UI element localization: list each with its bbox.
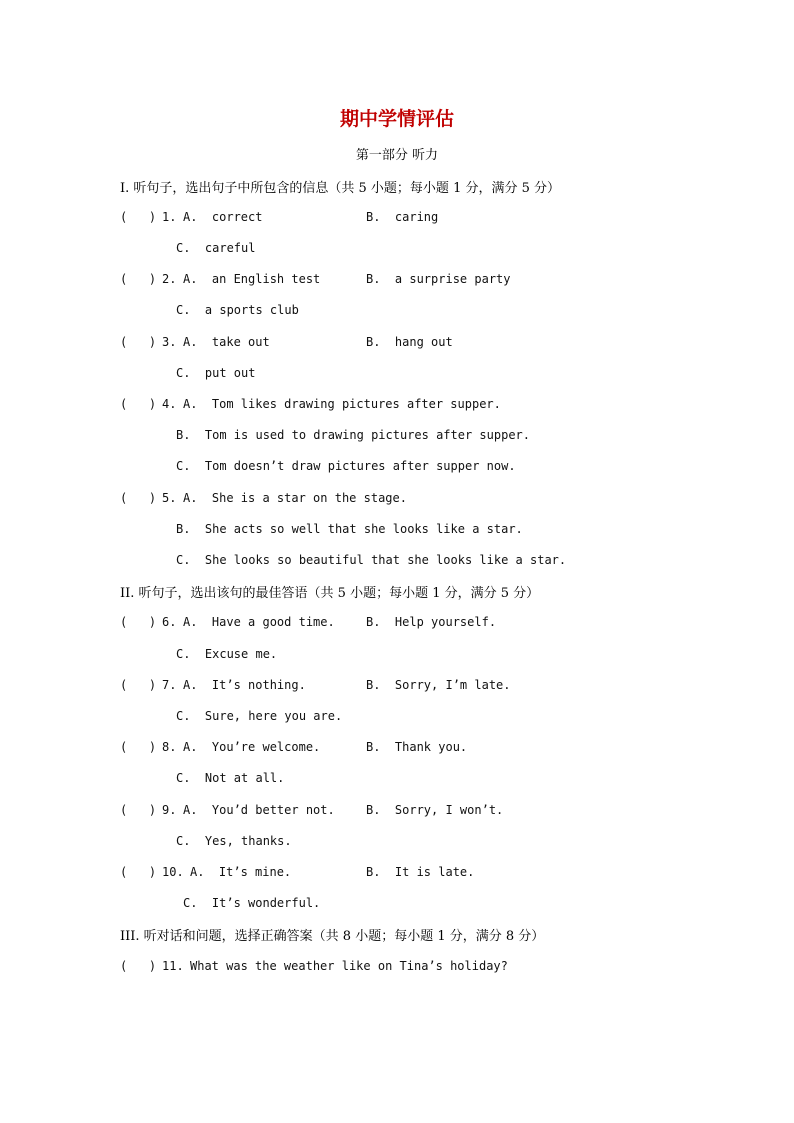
option-b: B. Sorry, I won’t.	[366, 803, 504, 817]
option-c: C. It’s wonderful.	[183, 896, 321, 910]
answer-blank[interactable]: ( )	[120, 803, 157, 817]
option-b: B. Help yourself.	[366, 615, 497, 629]
option-b: B. She acts so well that she looks like a star.	[176, 522, 523, 536]
option-c: C. a sports club	[176, 303, 299, 317]
option-b: B. Thank you.	[366, 740, 468, 754]
page-title: 期中学情评估	[339, 108, 454, 130]
option-a: A. It’s mine.	[190, 865, 292, 879]
section-heading-1: I. 听句子，选出句子中所包含的信息（共 5 小题；每小题 1 分，满分 5 分）	[120, 181, 561, 196]
option-a: A. Tom likes drawing pictures after supper.	[183, 397, 501, 411]
option-c: C. Yes, thanks.	[176, 834, 292, 848]
answer-blank[interactable]: ( )	[120, 272, 157, 286]
option-c: C. put out	[176, 366, 256, 380]
question-number: 1.	[162, 210, 177, 224]
answer-blank[interactable]: ( )	[120, 210, 157, 224]
option-c: C. Excuse me.	[176, 647, 278, 661]
question-number: 4.	[162, 397, 177, 411]
section-subtitle: 第一部分 听力	[355, 148, 439, 163]
option-c: C. Sure, here you are.	[176, 709, 343, 723]
option-b: B. a surprise party	[366, 272, 511, 286]
question-number: 8.	[162, 740, 177, 754]
question-number: 11.	[162, 959, 184, 973]
option-b: B. Tom is used to drawing pictures after supper.	[176, 428, 531, 442]
answer-blank[interactable]: ( )	[120, 335, 157, 349]
question-number: 6.	[162, 615, 177, 629]
question-text: What was the weather like on Tina’s holiday?	[190, 959, 508, 973]
answer-blank[interactable]: ( )	[120, 397, 157, 411]
option-b: B. It is late.	[366, 865, 475, 879]
option-c: C. Not at all.	[176, 771, 285, 785]
option-a: A. correct	[183, 210, 263, 224]
option-a: A. You’re welcome.	[183, 740, 321, 754]
option-a: A. Have a good time.	[183, 615, 335, 629]
option-c: C. Tom doesn’t draw pictures after supper now.	[176, 459, 516, 473]
question-number: 10.	[162, 865, 184, 879]
answer-blank[interactable]: ( )	[120, 491, 157, 505]
answer-blank[interactable]: ( )	[120, 959, 157, 973]
option-b: B. hang out	[366, 335, 453, 349]
option-a: A. It’s nothing.	[183, 678, 306, 692]
option-b: B. caring	[366, 210, 439, 224]
question-number: 3.	[162, 335, 177, 349]
answer-blank[interactable]: ( )	[120, 740, 157, 754]
option-a: A. take out	[183, 335, 270, 349]
section-heading-2: II. 听句子，选出该句的最佳答语（共 5 小题；每小题 1 分，满分 5 分）	[120, 586, 540, 601]
answer-blank[interactable]: ( )	[120, 615, 157, 629]
option-b: B. Sorry, I’m late.	[366, 678, 511, 692]
question-number: 9.	[162, 803, 177, 817]
section-heading-3: III. 听对话和问题，选择正确答案（共 8 小题；每小题 1 分，满分 8 分）	[120, 929, 545, 944]
question-number: 2.	[162, 272, 177, 286]
option-a: A. You’d better not.	[183, 803, 335, 817]
answer-blank[interactable]: ( )	[120, 678, 157, 692]
option-a: A. She is a star on the stage.	[183, 491, 407, 505]
option-c: C. careful	[176, 241, 256, 255]
question-number: 5.	[162, 491, 177, 505]
question-number: 7.	[162, 678, 177, 692]
option-a: A. an English test	[183, 272, 321, 286]
answer-blank[interactable]: ( )	[120, 865, 157, 879]
option-c: C. She looks so beautiful that she looks like a star.	[176, 553, 567, 567]
